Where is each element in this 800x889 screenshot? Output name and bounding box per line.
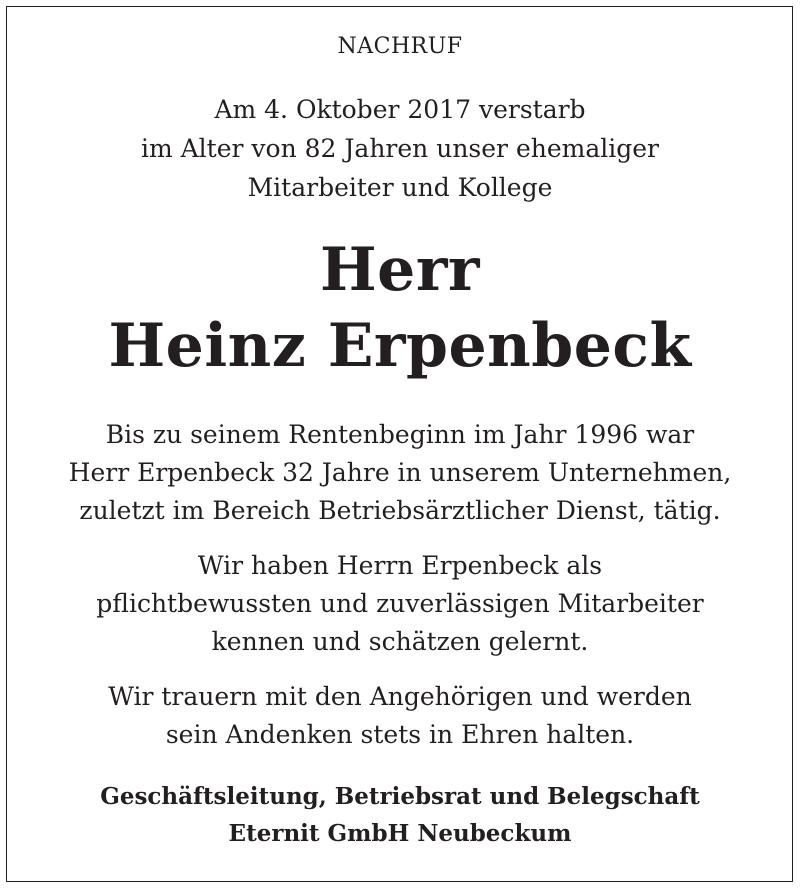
notice-heading — [0, 34, 800, 59]
paragraph-line: Herr Erpenbeck 32 Jahre in unserem Unternehmen, — [68, 458, 732, 487]
paragraph-line: Wir haben Herrn Erpenbeck als — [197, 551, 603, 580]
paragraph-line: kennen und schätzen gelernt. — [211, 627, 589, 656]
mourning-paragraph — [0, 678, 800, 754]
intro-text — [0, 90, 800, 207]
signature-block — [0, 778, 800, 852]
company-name: Eternit GmbH Neubeckum — [228, 820, 572, 847]
paragraph-line: pflichtbewussten und zuverlässigen Mitarbeiter — [96, 589, 704, 618]
name-full: Heinz Erpenbeck — [108, 311, 692, 381]
signature-line: Geschäftsleitung, Betriebsrat und Belegschaft — [100, 783, 700, 810]
deceased-name — [0, 232, 800, 384]
paragraph-line: Bis zu seinem Rentenbeginn im Jahr 1996 war — [105, 420, 695, 449]
heading-text: NACHRUF — [337, 34, 463, 59]
career-paragraph — [0, 416, 800, 530]
paragraph-line: Wir trauern mit den Angehörigen und werden — [108, 682, 692, 711]
name-title: Herr — [319, 235, 481, 305]
paragraph-line: zuletzt im Bereich Betriebsärztlicher Dienst, tätig. — [79, 496, 721, 525]
tribute-paragraph — [0, 547, 800, 661]
intro-line: im Alter von 82 Jahren unser ehemaliger — [140, 134, 659, 163]
paragraph-line: sein Andenken stets in Ehren halten. — [165, 720, 635, 749]
intro-line: Am 4. Oktober 2017 verstarb — [214, 95, 586, 124]
intro-line: Mitarbeiter und Kollege — [247, 173, 553, 202]
